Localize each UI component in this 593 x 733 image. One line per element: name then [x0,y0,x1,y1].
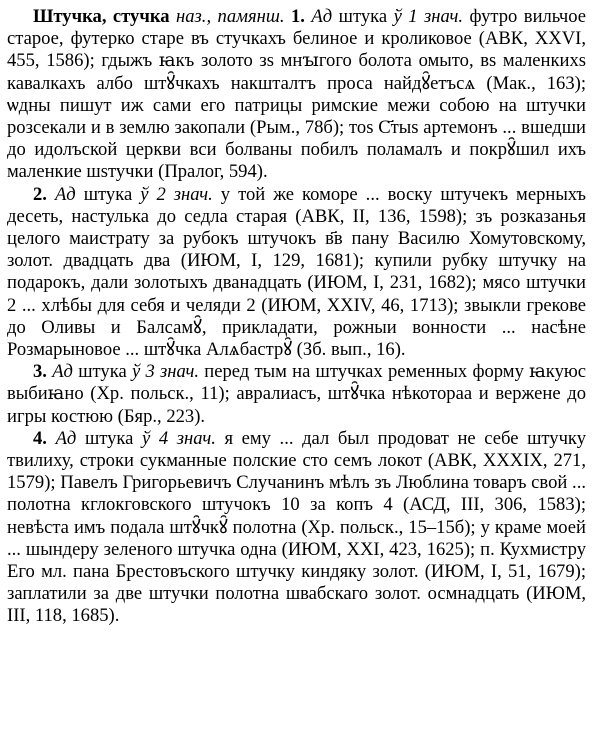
ref-label: Ад [311,6,333,27]
ref-word: штука [78,361,127,383]
ref-sense: ў 2 знач. [140,183,213,205]
ref-label: Ад [54,183,76,205]
ref-label: Ад [52,361,73,383]
sense-number: 2. [33,183,47,205]
ref-sense: ў 1 знач. [393,6,464,27]
grammar-label: наз., памянш. [176,6,285,27]
ref-word: штука [338,6,388,27]
sense-3 [7,361,586,428]
ref-label: Ад [55,427,77,449]
sense-4 [7,428,586,628]
sense-number: 3. [33,361,47,383]
sense-number: 1. [291,6,305,27]
ref-word: штука [84,427,134,449]
ref-sense: ў 4 знач. [142,427,216,449]
sense-number: 4. [33,427,47,449]
sense-2 [7,184,586,362]
ref-word: штука [83,183,133,205]
headword: Штучка, стучка [33,6,170,27]
sense-1 [7,6,586,184]
dictionary-entry [7,6,586,628]
sense-text: перед тым на штучках ременных форму ꙗкуюс выбиꙗно (Хр. польск., 11); авралиасъ, штꙋ̑чка нѣкотораа и вержене до игры костюю (Бяр., 223). [7,361,587,427]
sense-text: у той же коморе ... воску штучекъ мерныхъ десеть, настулька до седла старая (АВК, II, 136, 1598); зъ розказанья целого маистрату за рубокъ штучокъ в҃в пану Василю Хомутовскому, золот. двадцать два (ИЮМ, I, 129, 1681); купили рубку штучку на подарокъ, дали золотыхъ дванадцать (ИЮМ, I, 231, 1682); мясо штучки 2 ... хлѣбы для себя и челяди 2 (ИЮМ, XXIV, 46, 1713); звыкли грекове до Оливы и Балсамꙋ̑, прикладати, рожныи вонности ... насѣне Розмарыновое ... штꙋ̑чка Алѧбастрꙋ̑ (Зб. вып., 16). [7,183,587,361]
ref-sense: ў 3 знач. [131,361,200,383]
sense-text: я ему ... дал был продоват не себе штучку твилиху, строки сукманные полские сто семъ локот (АВК, XXXIX, 271, 1579); Павелъ Григорьевичъ Случанинъ мѣлъ зъ Люблина товаръ свой ... полотна кглокговского штучокъ 10 за копъ 4 (АСД, III, 306, 1583); невѣста имъ подала штꙋ̑чкꙋ̑ полотна (Хр. польск., 15–15б); у краме моей ... шындеру зеленого штучка одна (ИЮМ, XXI, 423, 1625); п. Кухмистру Его мл. пана Брестовъского штучку киндяку золот. (ИЮМ, I, 51, 1679); заплатили за две штучки полотна швабскаго золот. осмнадцать (ИЮМ, III, 118, 1685). [7,427,586,627]
sense-text: футро вильчое старое, футерко старе въ стучкахъ белиное и кроликовое (АВК, XXVI, 455, 1586); гдыжъ ꙗкъ золото зѕ мнꙑгого болота омыто, вѕ маленкихѕ кавалкахъ албо штꙋ̑чкахъ накшталтъ проса найдꙋ̑етъсѧ (Мак., 163); ѡдны пишут иж сами его патрицы римские межи собою на штучки розсекали и в землю закопали (Рым., 78б); тоѕ С҃тыѕ артемонъ ... вшедши до идолъской церкви вси болваны побилъ поламалъ и покрꙋ̑шил ихъ маленкие шѕтучки (Пралог, 594). [7,6,586,183]
